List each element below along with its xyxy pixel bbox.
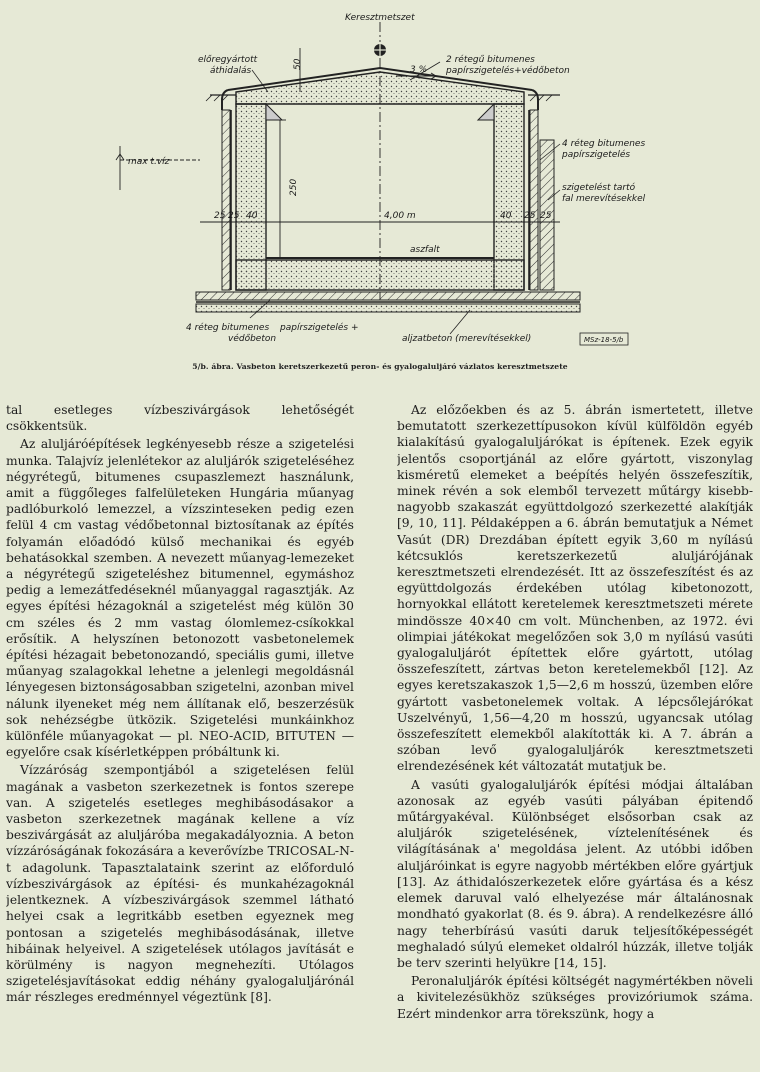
label-stiffener: szigetelést tartó <box>562 183 636 193</box>
paragraph: Az előzőekben és az 5. ábrán ismertetett, illetve bemutatott szerkezettípusokon kívül külföldön egyéb kialakítású gyalogaluljárókat is építenek. Ezek egyik jelentős csoportjánál az előre gyártott, viszonylag kisméretű elemeket a beépítés helyén összefeszítik, minek révén a sok elemből tervezett műtárgy kisebb-nagyobb szakaszát együttdolgozó szerkezetté alakítják [9, 10, 11]. Példaképpen a 6. ábrán bemutatjuk a Német Vasút (DR) Drezdában épített egyik 3,60 m nyílású kétcsuklós keretszerkezetű aluljárójának keresztmetszeti elrendezését. Itt az összefeszítést és az együttdolgozás érdekében utólag kibetonozott, hornyokkal ellátott keretelemek keresztmetszeti mérete mindössze 40×40 cm volt. Münchenben, az 1972. évi olimpiai játékokat megelőzően sok 3,0 m nyílású vasúti gyalogaluljárót építettek előre gyártott, utólag összefeszített, zártvas beton keretelemekből [12]. Az egyes keretszakaszok 1,5—2,6 m hosszú, üzemben előre gyártott vasbetonelemek voltak. A lépcsőlejárókat Uszelvényű, 1,56—4,20 m hosszú, ugyancsak utólag összefeszített elemekből alakították ki. A 7. ábrán a szóban levő gyalogaluljárók keresztmetszeti elrendezésének két változatát mutatjuk be. <box>397 403 753 774</box>
label-side-insulation-2: papírszigetelés <box>562 150 631 160</box>
cross-section-figure <box>0 0 760 390</box>
label-dim-50: 50 <box>293 58 303 70</box>
label-cross-section: Keresztmetszet <box>345 13 415 23</box>
floor-slab <box>196 258 580 312</box>
label-max-water: max t.víz <box>128 157 170 167</box>
label-dim-40a: 40 <box>246 211 258 221</box>
label-dim-25b: 25 <box>228 211 240 221</box>
label-top-insulation-2: papírszigetelés+védőbeton <box>446 66 570 76</box>
label-stiffener-2: fal merevítésekkel <box>562 194 646 204</box>
label-figure-code: MSz-18-5/b <box>584 336 624 344</box>
paragraph: A vasúti gyalogaluljárók építési módjai általában azonosak az egyéb vasúti pályában épitendő műtárgyakéval. Különbséget elsősorban csak az aluljárók szigetelésének, víztelenítésének és világításának a' megoldása jelent. Az utóbbi időben aluljáróinkat is egyre nagyobb mértékben előre gyártjuk [13]. Az áthidalószerkezetek előre gyártása és a kész elemek daruval való elhelyezése már általánosnak mondható gyakorlat (8. és 9. ábra). A rendelkezésre álló nagy teherbírású vasúti daruk teljesítőképességét meghaladó súlyú elemeket oldalról húzzák, illetve tolják be terv szerinti helyükre [14, 15]. <box>397 777 753 970</box>
label-height-250: 250 <box>289 178 299 196</box>
figure-caption: 5/b. ábra. Vasbeton keretszerkezetű peron- és gyalogaluljáró vázlatos keresztmetszete <box>192 362 568 371</box>
left-text-column <box>6 402 354 1067</box>
label-prefab-lid: előregyártott <box>198 55 258 65</box>
label-width-400: 4,00 m <box>384 211 416 221</box>
right-text-column <box>397 402 753 1067</box>
label-dim-40b: 40 <box>500 211 512 221</box>
label-dim-25d: 25 <box>540 211 552 221</box>
label-slope: 3 % <box>410 65 428 75</box>
label-base-concrete: aljzatbeton (merevítésekkel) <box>402 334 532 344</box>
label-dim-25a: 25 <box>214 211 226 221</box>
paragraph: Az aluljáróépítések legkényesebb része a szigetelési munka. Talajvíz jelenlétekor az aluljárók szigeteléséhez négyrétegű, bitumenes csupaszlemezt használunk, amit a függőleges falfelületeken Hungária műanyag padlóburkoló lemezzel, a vízszinteseken pedig ezen felül 4 cm vastag védőbetonnal biztosítanak az építés folyamán előadódó külső mechanikai és egyéb behatásokkal szemben. A nevezett műanyag-lemezeket a négyrétegű szigeteléshez bitumennel, egymáshoz pedig a lemezátfedéseknél műanyaggal ragasztják. Az egyes építési hézagoknál a szigetelést még külön 30 cm széles és 2 mm vastag ólomlemez-csíkokkal erősítik. A helyszínen betonozott vasbetonelemek építési hézagait bebetonozandó, speciális gumi, illetve műanyag szalagokkal lehetne a jelenlegi megoldásnál lényegesen biztonságosabban szigetelni, azonban mivel nálunk ilyeneket még nem állítanak elő, beszerzésük sok nehézségbe ütközik. Szigetelési munkáinkhoz különféle műanyagokat — pl. NEO-ACID, BITUTEN — egyelőre csak kísérletképpen próbáltunk ki. <box>6 437 354 760</box>
label-top-insulation: 2 rétegű bitumenes <box>446 55 535 65</box>
label-bottom-insulation: 4 réteg bitumenes <box>186 323 270 333</box>
label-prefab-lid-2: áthidalás <box>210 66 252 76</box>
label-floor: aszfalt <box>410 245 440 255</box>
label-dim-25c: 25 <box>524 211 536 221</box>
paragraph: tal esetleges vízbeszivárgások lehetőségét csökkentsük. <box>6 403 354 434</box>
paragraph: Vízzáróság szempontjából a szigetelésen felül magának a vasbeton szerkezetnek is fontos szerepe van. A szigetelés esetleges meghibásodásakor a vasbeton szerkezetnek magának kellene a víz beszivárgását az aluljáróba megakadályoznia. A beton vízzáróságának fokozására a keverővízbe TRICOSAL-N-t adagolunk. Tapasztalataink szerint az előforduló vízbeszivárgások az építési- és munkahézagoknál jelentkeznek. A vízbeszivárgások szemmel látható helyei csak a legritkább esetben egyeznek meg pontosan a szigetelés meghibásodásának, illetve hibáinak helyeivel. A szigetelések utólagos javítását e körülmény is nagyon megnehezíti. Utólagos szigetelésjavításokat eddig néhány gyalogaluljárónál már részleges eredménnyel végeztünk [8]. <box>6 763 354 1005</box>
label-side-insulation: 4 réteg bitumenes <box>562 139 646 149</box>
label-bottom-insulation-3: védőbeton <box>228 334 277 344</box>
paragraph: Peronaluljárók építési költségét nagymértékben növeli a kivitelezésükhöz szükséges provizóriumok száma. Ezért mindenkor arra törekszünk, hogy a <box>397 974 753 1021</box>
label-bottom-insulation-2: papírszigetelés + <box>280 323 359 333</box>
